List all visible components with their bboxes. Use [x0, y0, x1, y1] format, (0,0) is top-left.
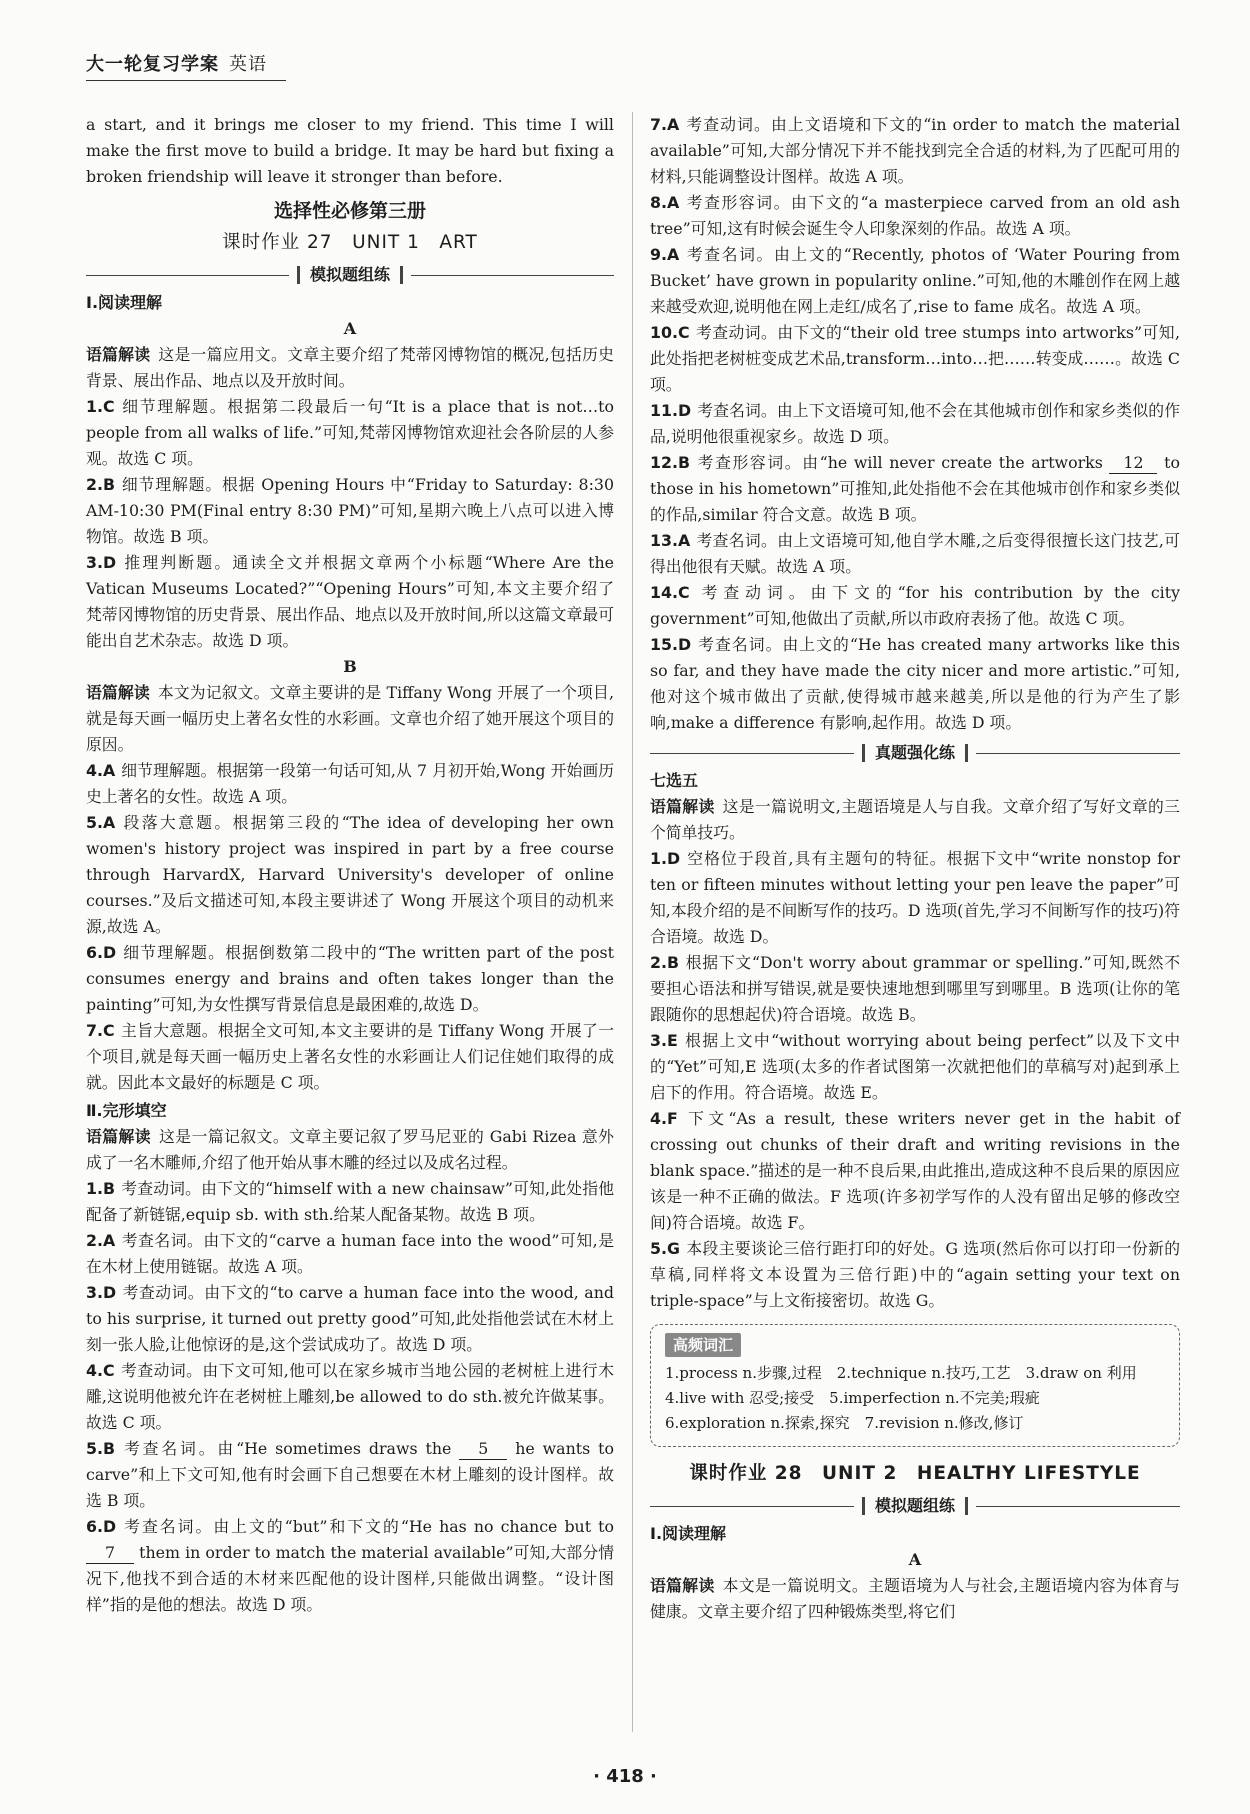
header-rule [86, 80, 286, 81]
answer-item: 13.A 考查名词。由上文语境可知,他自学木雕,之后变得很擅长这门技艺,可得出他很有天赋。故选 A 项。 [650, 531, 1180, 576]
passage-label-a2: A [908, 1550, 922, 1569]
banner-label: 模拟题组练 [297, 266, 403, 284]
right-column [650, 112, 1180, 1625]
cloze-summary: 语篇解读 这是一篇记叙文。文章主要记叙了罗马尼亚的 Gabi Rizea 意外成了一名木雕师,介绍了他开始从事木雕的经过以及成名过程。 [86, 1127, 614, 1172]
answer-item: 5.G 本段主要谈论三倍行距打印的好处。G 选项(然后你可以打印一份新的草稿,同样将文本设置为三倍行距)中的“again setting your text on triple-space”与上文衔接密切。故选 G。 [650, 1239, 1180, 1310]
column-divider [632, 112, 633, 1732]
answer-item: 2.B 根据下文“Don't worry about grammar or spelling.”可知,既然不要担心语法和拼写错误,就是要快速地想到哪里写到哪里。B 选项(让你的笔跟随你的思想起伏)符合语境。故选 B。 [650, 953, 1180, 1024]
answer-item: 9.A 考查名词。由上文的“Recently, photos of ‘Water Pouring from Bucket’ have grown in popularity online.”可知,他的木雕创作在网上越来越受欢迎,说明他在网上走红/成名了,rise to fame 成名。故选 A 项。 [650, 245, 1180, 316]
book-series-title: 大一轮复习学案 [86, 54, 219, 75]
blank-line: 5 [459, 1439, 507, 1460]
section-reading: Ⅰ.阅读理解 [86, 293, 163, 312]
banner-label: 模拟题组练 [862, 1497, 968, 1515]
vocab-line: 1.process n.步骤,过程 2.technique n.技巧,工艺 3.draw on 利用 4.live with 忍受;接受 5.imperfection n.不完美;瑕疵 [665, 1364, 1152, 1407]
page-header [86, 52, 286, 78]
page-number: · 418 · [593, 1766, 657, 1787]
passage-a2-summary: 语篇解读 本文是一篇说明文。主题语境为人与社会,主题语境内容为体育与健康。文章主要介绍了四种锻炼类型,将它们 [650, 1576, 1180, 1621]
answer-item: 15.D 考查名词。由上文的“He has created many artworks like this so far, and they have made the city nicer and more artistic.”可知,他对这个城市做出了贡献,使得城市越来越美,所以是他的行为产生了影响,make a difference 有影响,起作用。故选 D 项。 [650, 635, 1180, 732]
answer-item: 8.A 考查形容词。由下文的“a masterpiece carved from an old ash tree”可知,这有时候会诞生令人印象深刻的作品。故选 A 项。 [650, 193, 1180, 238]
unit2-title: 课时作业 28 UNIT 2 HEALTHY LIFESTYLE [689, 1463, 1141, 1484]
passage-b-summary: 语篇解读 本文为记叙文。文章主要讲的是 Tiffany Wong 开展了一个项目,就是每天画一幅历史上著名女性的水彩画。文章也介绍了她开展这个项目的原因。 [86, 683, 614, 754]
answer-item: 10.C 考查动词。由下文的“their old tree stumps into artworks”可知,此处指把老树桩变成艺术品,transform…into…把……转变成……。故选 C 项。 [650, 323, 1180, 394]
answer-item: 4.A 细节理解题。根据第一段第一句话可知,从 7 月初开始,Wong 开始画历史上著名的女性。故选 A 项。 [86, 761, 614, 806]
passage-label-a: A [343, 319, 357, 338]
answer-item: 3.E 根据上文中“without worrying about being perfect”以及下文中的“Yet”可知,E 选项(太多的作者试图第一次就把他们的草稿写对)起到承上启下的作用。符合语境。故选 E。 [650, 1031, 1180, 1102]
answer-item: 12.B 考查形容词。由“he will never create the artworks 12 to those in his hometown”可推知,此处指他不会在其他城市创作和家乡类似的作品,similar 符合文意。故选 B 项。 [650, 453, 1180, 524]
answer-item: 4.F 下文“As a result, these writers never get in the habit of crossing out chunks of their draft and writing revisions in the blank space.”描述的是一种不良后果,由此推出,造成这种不良后果的原因应该是一种不正确的做法。F 选项(许多初学写作的人没有留出足够的修改空间)符合语境。故选 F。 [650, 1109, 1180, 1232]
blank-line: 12 [1109, 453, 1157, 474]
answer-item: 7.A 考查动词。由上文语境和下文的“in order to match the material available”可知,大部分情况下并不能找到完全合适的材料,为了匹配可用的材料,只能调整设计图样。故选 A 项。 [650, 115, 1180, 186]
answer-item: 2.B 细节理解题。根据 Opening Hours 中“Friday to Saturday: 8:30 AM-10:30 PM(Final entry 8:30 PM)”可知,星期六晚上八点可以进入博物馆。故选 B 项。 [86, 475, 614, 546]
passage-label-b: B [343, 657, 357, 676]
banner-simulation [86, 266, 614, 284]
answer-item: 3.D 考查动词。由下文的“to carve a human face into the wood, and to his surprise, it turned out pretty good”可知,此处指他尝试在木材上刻一张人脸,让他惊讶的是,这个尝试成功了。故选 D 项。 [86, 1283, 614, 1354]
answer-item: 5.A 段落大意题。根据第三段的“The idea of developing her own women's history project was inspired in part by a free course through HarvardX, Harvard University's developer of online courses.”及后文描述可知,本段主要讲述了 Wong 开展这个项目的动机来源,故选 A。 [86, 813, 614, 936]
left-column [86, 112, 614, 1618]
answer-item: 14.C 考查动词。由下文的“for his contribution by the city government”可知,他做出了贡献,所以市政府表扬了他。故选 C 项。 [650, 583, 1180, 628]
seven-five-summary: 语篇解读 这是一篇说明文,主题语境是人与自我。文章介绍了写好文章的三个简单技巧。 [650, 797, 1180, 842]
unit-title: 课时作业 27 UNIT 1 ART [222, 232, 478, 253]
answer-item: 7.C 主旨大意题。根据全文可知,本文主要讲的是 Tiffany Wong 开展了一个项目,就是每天画一幅历史上著名女性的水彩画让人们记住她们取得的成就。因此本文最好的标题是 C 项。 [86, 1021, 614, 1092]
vocab-title: 高频词汇 [665, 1333, 741, 1357]
answer-item: 3.D 推理判断题。通读全文并根据文章两个小标题“Where Are the Vatican Museums Located?”“Opening Hours”可知,本文主要介绍了梵蒂冈博物馆的历史背景、展出作品、地点以及开放时间,所以这篇文章最可能出自艺术杂志。故选 D 项。 [86, 553, 614, 650]
subject-label: 英语 [229, 54, 267, 75]
answer-item: 5.B 考查名词。由“He sometimes draws the 5 he wants to carve”和上下文可知,他有时会画下自己想要在木材上雕刻的设计图样。故选 B 项。 [86, 1439, 614, 1510]
blank-line: 7 [86, 1543, 134, 1564]
answer-item: 1.C 细节理解题。根据第二段最后一句“It is a place that is not…to people from all walks of life.”可知,梵蒂冈博物馆欢迎社会各阶层的人参观。故选 C 项。 [86, 397, 614, 468]
banner-label: 真题强化练 [862, 744, 968, 762]
banner-simulation-2 [650, 1497, 1180, 1515]
section-reading-2: Ⅰ.阅读理解 [650, 1524, 727, 1543]
passage-a-summary: 语篇解读 这是一篇应用文。文章主要介绍了梵蒂冈博物馆的概况,包括历史背景、展出作品、地点以及开放时间。 [86, 345, 614, 390]
answer-item: 6.D 细节理解题。根据倒数第二段中的“The written part of the post consumes energy and brains and often takes longer than the painting”可知,为女性撰写背景信息是最困难的,故选 D。 [86, 943, 614, 1014]
answer-item: 2.A 考查名词。由下文的“carve a human face into the wood”可知,是在木材上使用链锯。故选 A 项。 [86, 1231, 614, 1276]
answer-item: 1.B 考查动词。由下文的“himself with a new chainsaw”可知,此处指他配备了新链锯,equip sb. with sth.给某人配备某物。故选 B 项。 [86, 1179, 614, 1224]
section-cloze: Ⅱ.完形填空 [86, 1101, 167, 1120]
vocab-box [650, 1324, 1180, 1447]
read-label: 语篇解读 [86, 345, 151, 364]
answer-item: 6.D 考查名词。由上文的“but”和下文的“He has no chance but to 7 them in order to match the material available”可知,大部分情况下,他找不到合适的木材来匹配他的设计图样,只能做出调整。“设计图样”指的是他的想法。故选 D 项。 [86, 1517, 615, 1614]
book-title: 选择性必修第三册 [273, 200, 426, 222]
answer-item: 4.C 考查动词。由下文可知,他可以在家乡城市当地公园的老树桩上进行木雕,这说明他被允许在老树桩上雕刻,be allowed to do sth.被允许做某事。故选 C 项。 [86, 1361, 614, 1432]
banner-real-exam [650, 744, 1180, 762]
section-seven-choose-five: 七选五 [650, 771, 699, 790]
intro-paragraph: a start, and it brings me closer to my friend. This time I will make the first move to build a bridge. It may be hard but fixing a broken friendship will leave it stronger than before. [86, 115, 614, 186]
answer-item: 11.D 考查名词。由上下文语境可知,他不会在其他城市创作和家乡类似的作品,说明他很重视家乡。故选 D 项。 [650, 401, 1180, 446]
answer-item: 1.D 空格位于段首,具有主题句的特征。根据下文中“write nonstop for ten or fifteen minutes without letting your pen leave the paper”可知,本段介绍的是不间断写作的技巧。D 选项(首先,学习不间断写作的技巧)符合语境。故选 D。 [650, 849, 1180, 946]
vocab-line: 6.exploration n.探索,探究 7.revision n.修改,修订 [665, 1414, 1024, 1432]
